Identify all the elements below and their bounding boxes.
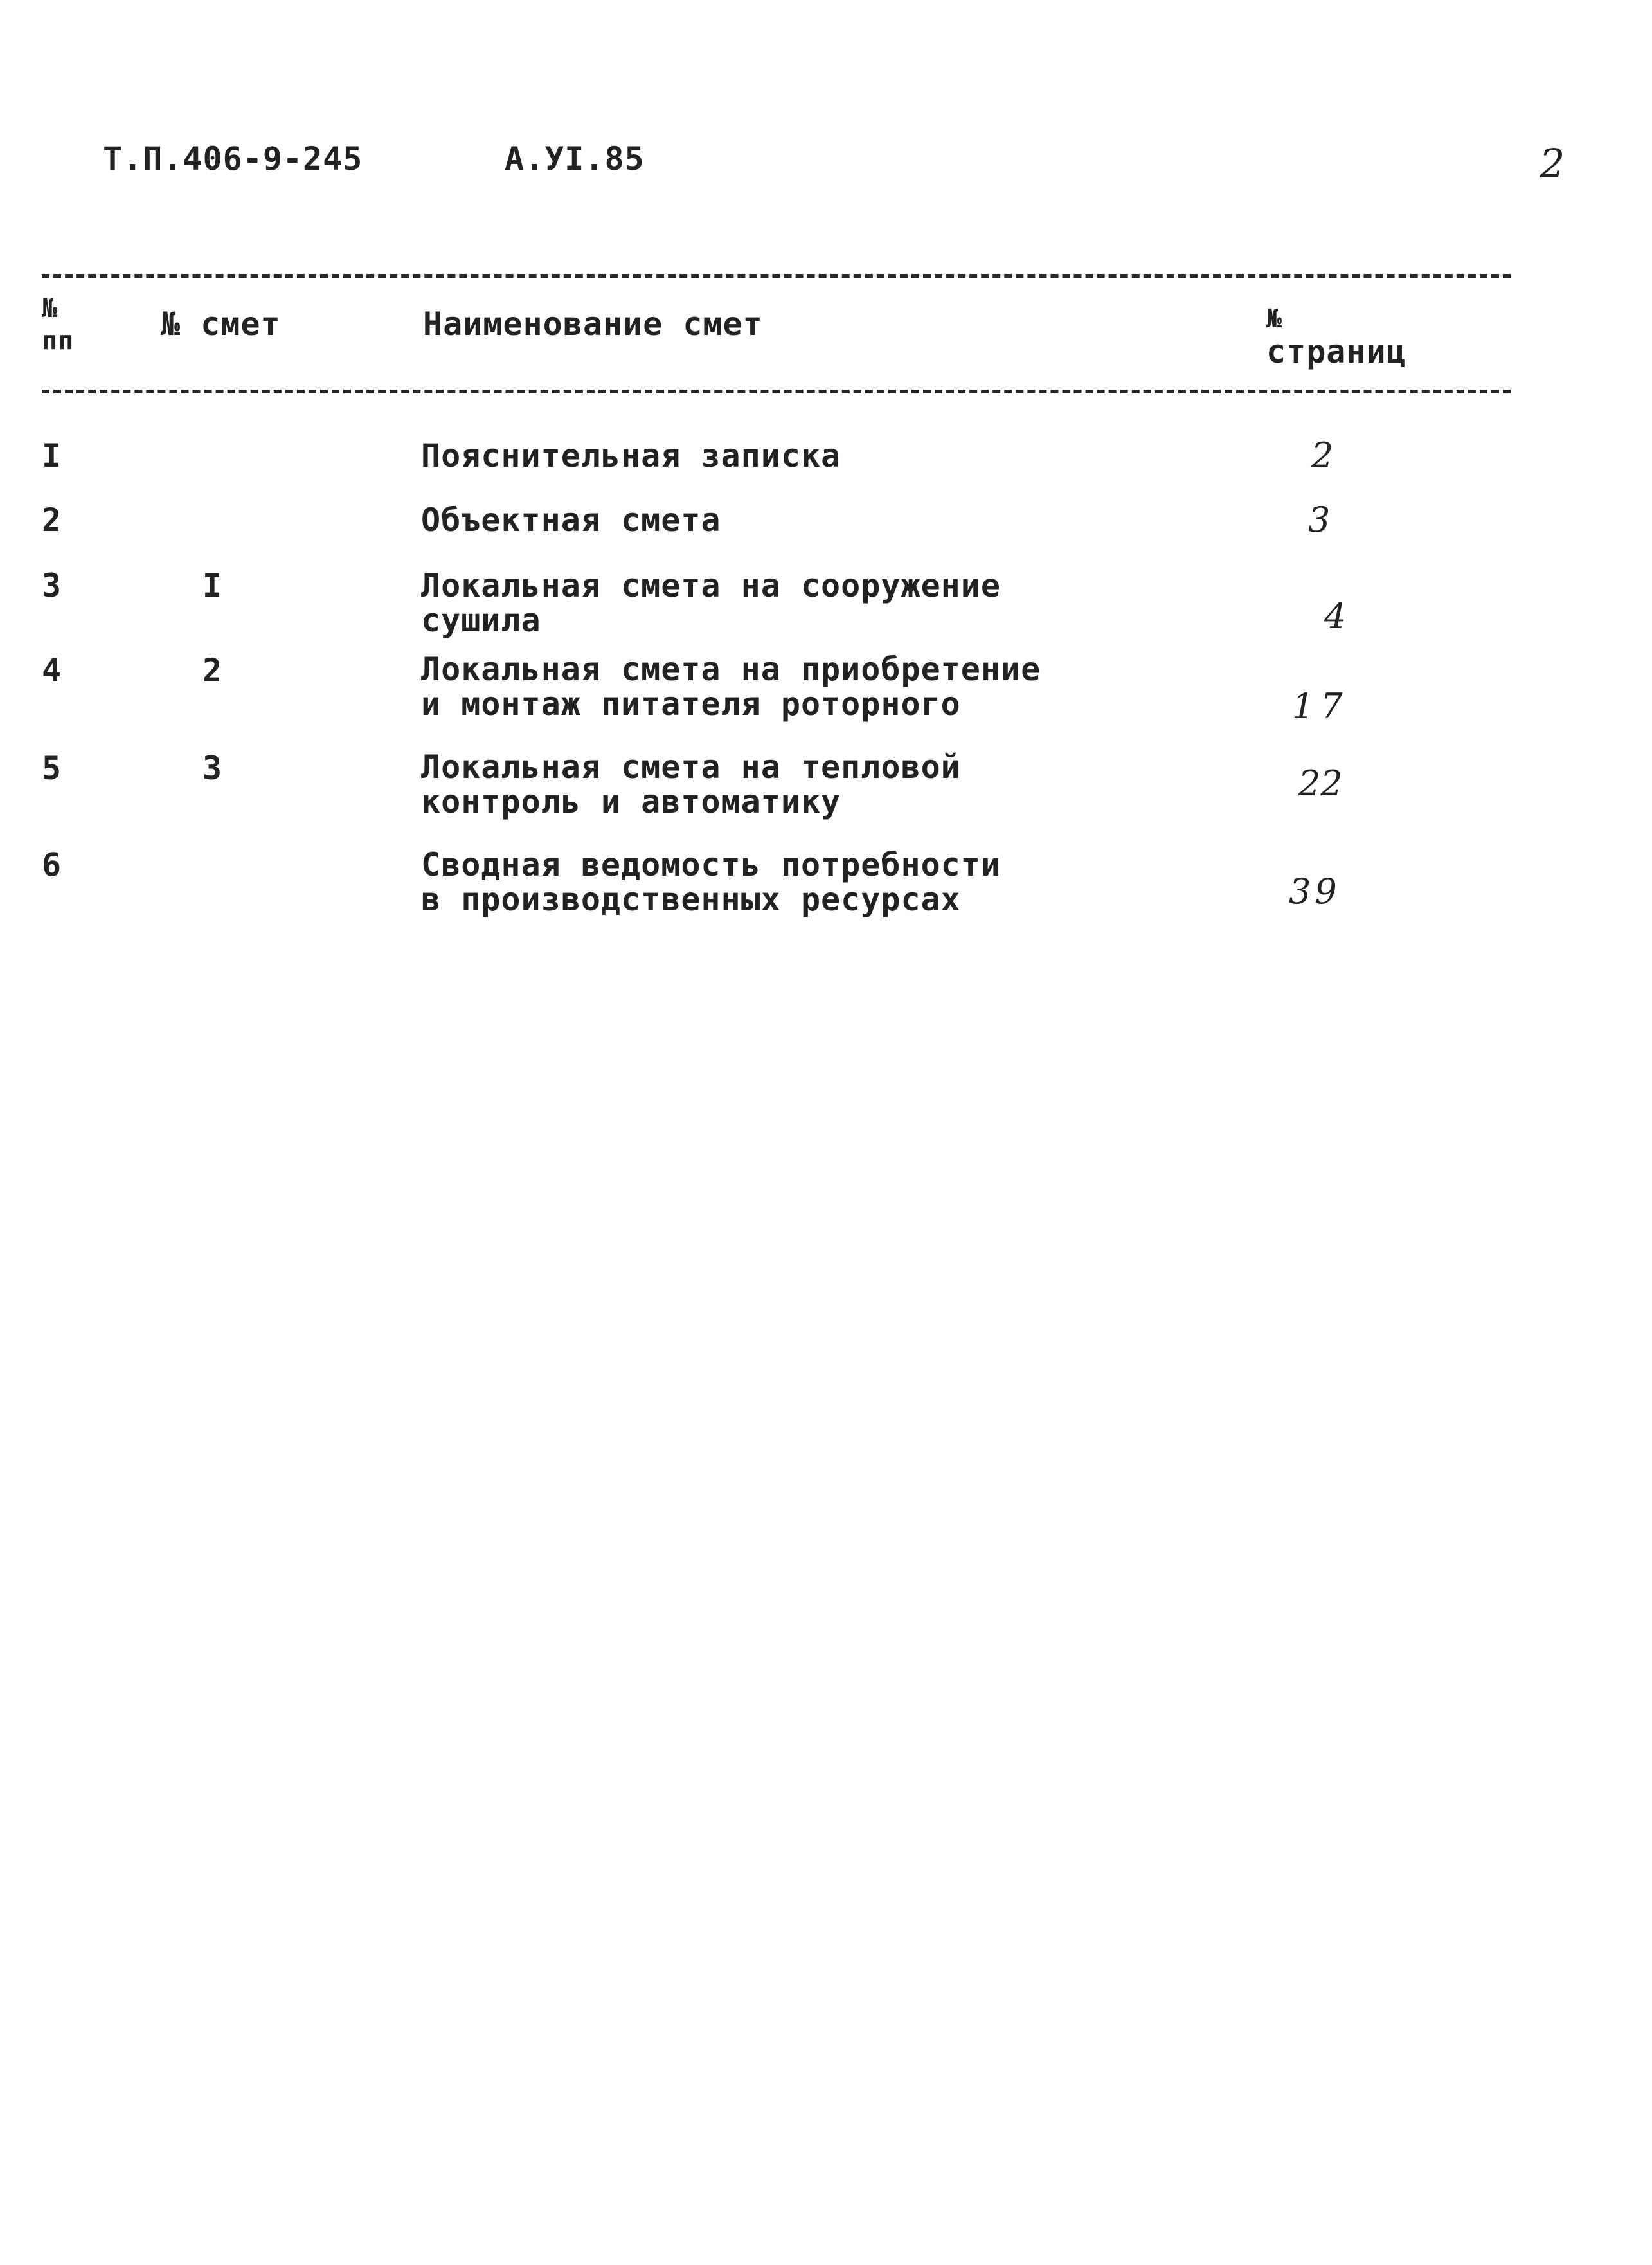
table-header-rule [42, 390, 1511, 393]
row-number: 2 [42, 501, 62, 539]
estimate-name: Локальная смета на тепловой контроль и автоматику [421, 748, 961, 820]
estimate-name: Локальная смета на сооружение сушила [421, 567, 1001, 639]
column-header-num: № пп [42, 294, 75, 356]
estimate-name: Объектная смета [421, 501, 721, 539]
row-number: 4 [42, 652, 62, 689]
page-reference: 2 [1311, 435, 1334, 476]
column-header-page: № страниц [1266, 304, 1406, 370]
row-number: 6 [42, 846, 62, 883]
document-code: Т.П.406-9-245 [103, 140, 363, 177]
column-header-estimate-number: № смет [161, 305, 281, 343]
table-top-rule [42, 274, 1511, 278]
page-reference: 3 [1308, 500, 1331, 540]
estimate-number: 3 [202, 750, 223, 787]
page-reference: 17 [1292, 686, 1349, 726]
estimate-name: Сводная ведомость потребности в производственных ресурсах [421, 846, 1001, 918]
album-code: А.УI.85 [505, 140, 645, 177]
estimate-name: Локальная смета на приобретение и монтаж питателя роторного [421, 651, 1041, 723]
estimate-name: Пояснительная записка [421, 437, 841, 474]
page-reference: 4 [1324, 596, 1347, 636]
row-number: 5 [42, 750, 62, 787]
page-reference: 22 [1298, 763, 1343, 804]
page-reference: 39 [1289, 871, 1341, 912]
estimate-number: I [202, 567, 223, 604]
estimate-number: 2 [202, 652, 223, 689]
row-number: I [42, 437, 62, 474]
column-header-estimate-name: Наименование смет [423, 305, 763, 343]
row-number: 3 [42, 567, 62, 604]
page-number: 2 [1540, 140, 1565, 187]
